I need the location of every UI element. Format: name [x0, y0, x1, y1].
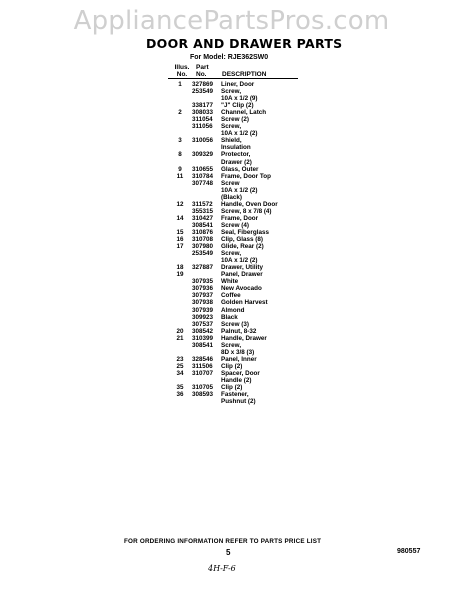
part-description: Almond: [221, 306, 245, 314]
part-number: [192, 159, 221, 166]
table-row: [168, 321, 318, 328]
part-description: Screw (2): [221, 116, 249, 124]
description-header: DESCRIPTION: [222, 71, 267, 78]
illus-number: 2: [178, 109, 182, 117]
illus-number: [168, 123, 192, 130]
table-row: [168, 144, 318, 151]
table-row: [168, 215, 318, 222]
illus-number: 20: [176, 327, 184, 335]
illus-number: [168, 194, 192, 201]
illus-number: [168, 144, 192, 151]
part-description: Panel, Drawer: [221, 271, 263, 279]
part-description: Frame, Door: [221, 214, 259, 222]
table-row: [168, 257, 318, 264]
part-number: [192, 144, 221, 151]
table-row: [168, 278, 318, 285]
table-row: [168, 377, 318, 384]
illus-number: 18: [176, 264, 184, 272]
table-row: [168, 271, 318, 278]
illus-number: [168, 377, 192, 384]
table-row: [168, 166, 318, 173]
part-description: White: [221, 278, 239, 286]
part-description: Screw,: [221, 123, 242, 131]
table-row: [168, 116, 318, 123]
part-description: 8D x 3/8 (3): [221, 348, 255, 356]
document-code: 980557: [397, 548, 421, 555]
part-number: 253549: [192, 250, 214, 258]
part-description: Screw,: [221, 341, 242, 349]
part-number: 307939: [192, 306, 214, 314]
table-row: [168, 264, 318, 271]
model-label: For Model: RJE362SW0: [190, 54, 269, 61]
illus-number: 3: [178, 137, 182, 145]
part-description: Seal, Fiberglass: [221, 228, 269, 236]
illus-number: 23: [176, 355, 184, 363]
part-description: Screw, 8 x 7/8 (4): [221, 207, 272, 215]
illus-number: 9: [178, 165, 182, 173]
part-number: 307936: [192, 285, 214, 293]
part-number: [192, 194, 221, 201]
illus-number: [168, 292, 192, 299]
part-description: Clip (2): [221, 384, 243, 392]
part-description: Fastener,: [221, 391, 249, 399]
illus-number: [168, 222, 192, 229]
illus-number: [168, 349, 192, 356]
part-header: [196, 64, 209, 78]
table-row: [168, 151, 318, 158]
part-number: 307748: [192, 179, 214, 187]
part-description: 10A x 1/2 (2): [221, 186, 258, 194]
part-number: 338177: [192, 102, 214, 110]
part-description: Protector,: [221, 151, 251, 159]
illus-number: 1: [178, 81, 182, 88]
ordering-footer: FOR ORDERING INFORMATION REFER TO PARTS PRICE LIST: [124, 538, 322, 545]
part-description: Frame, Door Top: [221, 172, 271, 180]
table-row: [168, 356, 318, 363]
illus-number: [168, 180, 192, 187]
part-number: 328546: [192, 355, 214, 363]
part-number: [192, 95, 221, 102]
illus-number: [168, 307, 192, 314]
part-number: 310655: [192, 165, 214, 173]
table-row: [168, 201, 318, 208]
part-number: 308541: [192, 221, 214, 229]
table-row: [168, 349, 318, 356]
table-row: [168, 299, 318, 306]
part-number: 307980: [192, 243, 214, 251]
illus-number: 17: [176, 243, 184, 251]
illus-number: [168, 102, 192, 109]
part-description: (Black): [221, 193, 242, 201]
part-number: 309329: [192, 151, 214, 159]
part-number: 310708: [192, 236, 214, 244]
part-number: 310707: [192, 369, 214, 377]
page-title: DOOR AND DRAWER PARTS: [146, 36, 343, 51]
table-row: [168, 159, 318, 166]
part-number: 307937: [192, 292, 214, 300]
part-number: [192, 349, 221, 356]
illus-number: [168, 159, 192, 166]
watermark: AppliancePartsPros.com: [73, 6, 390, 36]
part-number: 310399: [192, 334, 214, 342]
illus-number: 11: [176, 172, 184, 180]
part-description: Shield,: [221, 137, 242, 145]
table-row: [168, 137, 318, 144]
part-description: Spacer, Door: [221, 369, 260, 377]
part-number: 308033: [192, 109, 214, 117]
part-description: Handle (2): [221, 376, 252, 384]
table-row: [168, 88, 318, 95]
parts-table: [168, 81, 318, 405]
part-number: [192, 271, 221, 278]
table-row: [168, 307, 318, 314]
part-number: 308542: [192, 327, 214, 335]
part-description: Pushnut (2): [221, 398, 256, 406]
table-row: [168, 363, 318, 370]
illus-number: 8: [178, 151, 182, 159]
illus-number: [168, 285, 192, 292]
illus-number: 15: [176, 228, 184, 236]
table-row: [168, 229, 318, 236]
part-number: [192, 187, 221, 194]
illus-number: [168, 130, 192, 137]
table-row: [168, 180, 318, 187]
part-number: 355315: [192, 207, 214, 215]
part-number: 311054: [192, 116, 213, 124]
table-row: [168, 130, 318, 137]
table-row: [168, 292, 318, 299]
table-row: [168, 208, 318, 215]
illus-number: 12: [176, 200, 184, 208]
part-number: 310427: [192, 214, 214, 222]
table-row: [168, 194, 318, 201]
part-number: 307537: [192, 320, 214, 328]
table-row: [168, 250, 318, 257]
illus-number: 25: [176, 362, 184, 370]
part-number: 311572: [192, 200, 213, 208]
part-description: Handle, Oven Door: [221, 200, 278, 208]
part-number: 308593: [192, 391, 214, 399]
table-row: [168, 81, 318, 88]
illus-number: [168, 398, 192, 405]
table-row: [168, 102, 318, 109]
part-number: 310784: [192, 172, 214, 180]
part-number: [192, 257, 221, 264]
part-description: Channel, Latch: [221, 109, 267, 117]
table-row: [168, 285, 318, 292]
part-description: Screw,: [221, 88, 242, 96]
part-description: Clip, Glass (8): [221, 236, 263, 244]
table-row: [168, 222, 318, 229]
table-row: [168, 187, 318, 194]
table-row: [168, 314, 318, 321]
illus-header: [172, 64, 192, 78]
table-row: [168, 173, 318, 180]
table-row: [168, 384, 318, 391]
part-number: 311056: [192, 123, 213, 131]
part-number: 310705: [192, 384, 214, 392]
header-rule: [168, 78, 298, 79]
illus-number: 21: [176, 334, 184, 342]
part-number: 310876: [192, 228, 214, 236]
illus-number: [168, 187, 192, 194]
part-header-line2: No.: [196, 71, 207, 78]
part-description: Glide, Rear (2): [221, 243, 264, 251]
part-description: Coffee: [221, 292, 241, 300]
part-number: 309923: [192, 313, 214, 321]
part-description: 10A x 1/2 (9): [221, 95, 258, 103]
illus-number: [168, 299, 192, 306]
part-number: [192, 377, 221, 384]
part-description: Screw: [221, 179, 240, 187]
part-number: 307935: [192, 278, 214, 286]
part-description: "J" Clip (2): [221, 102, 254, 110]
part-number: 327869: [192, 81, 214, 88]
table-row: [168, 236, 318, 243]
illus-header-line1: Illus.: [174, 64, 190, 71]
table-row: [168, 95, 318, 102]
part-number: [192, 130, 221, 137]
part-number: 308541: [192, 341, 214, 349]
illus-number: [168, 257, 192, 264]
part-number: 311506: [192, 362, 213, 370]
handwritten-note: 4H-F-6: [208, 564, 236, 573]
part-description: Insulation: [221, 144, 251, 152]
part-description: 10A x 1/2 (2): [221, 257, 258, 265]
table-row: [168, 109, 318, 116]
illus-number: [168, 278, 192, 285]
table-row: [168, 123, 318, 130]
part-number: 253549: [192, 88, 214, 96]
part-description: Panel, Inner: [221, 355, 257, 363]
part-description: Screw,: [221, 250, 242, 258]
part-description: Glass, Outer: [221, 165, 259, 173]
illus-number: 14: [176, 214, 184, 222]
illus-number: [168, 321, 192, 328]
illus-number: [168, 88, 192, 95]
part-number: 310056: [192, 137, 214, 145]
part-description: Palnut, 8-32: [221, 327, 257, 335]
part-description: 10A x 1/2 (2): [221, 130, 258, 138]
part-description: Handle, Drawer: [221, 334, 267, 342]
illus-header-line2: No.: [176, 71, 188, 78]
table-row: [168, 328, 318, 335]
part-header-line1: Part: [196, 64, 209, 71]
part-number: 307938: [192, 299, 214, 307]
illus-number: 16: [176, 236, 184, 244]
part-description: New Avocado: [221, 285, 262, 293]
illus-number: 34: [176, 369, 184, 377]
part-description: Screw (3): [221, 320, 249, 328]
part-number: [192, 398, 221, 405]
illus-number: 19: [176, 271, 184, 279]
part-description: Drawer, Utility: [221, 264, 263, 272]
table-row: [168, 398, 318, 405]
illus-number: [168, 208, 192, 215]
table-row: [168, 243, 318, 250]
table-row: [168, 335, 318, 342]
part-description: Liner, Door: [221, 81, 255, 88]
part-description: Golden Harvest: [221, 299, 268, 307]
table-row: [168, 342, 318, 349]
illus-number: [168, 95, 192, 102]
part-description: Clip (2): [221, 362, 243, 370]
illus-number: [168, 116, 192, 123]
page-number: 5: [226, 548, 231, 557]
illus-number: 36: [176, 391, 184, 399]
part-number: 327887: [192, 264, 214, 272]
part-description: Screw (4): [221, 221, 249, 229]
illus-number: [168, 314, 192, 321]
illus-number: 35: [176, 384, 184, 392]
illus-number: [168, 250, 192, 257]
part-description: Black: [221, 313, 238, 321]
table-row: [168, 391, 318, 398]
table-row: [168, 370, 318, 377]
part-description: Drawer (2): [221, 158, 252, 166]
illus-number: [168, 342, 192, 349]
